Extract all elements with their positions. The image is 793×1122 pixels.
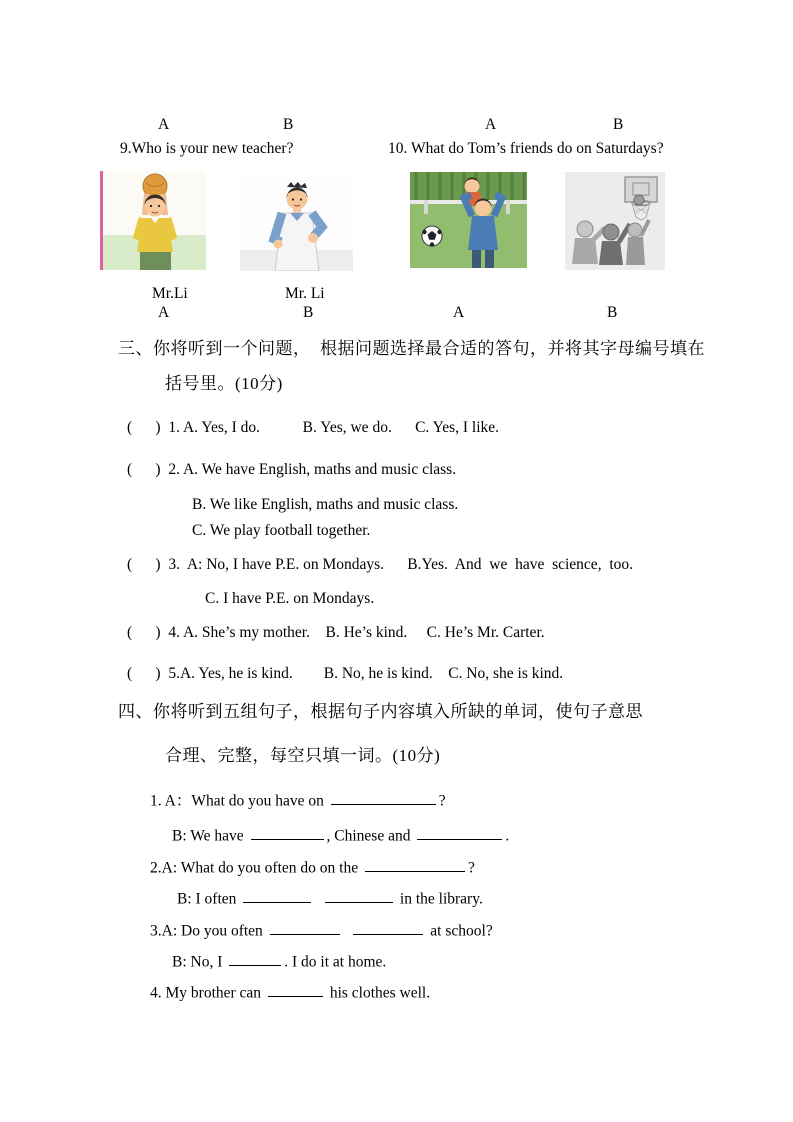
- s4-item-2b: [177, 887, 483, 909]
- s4-item-2b-mid: [314, 890, 322, 907]
- section3-heading-line2: 括号里。(10分): [165, 374, 283, 393]
- option-letter: A: [158, 304, 170, 321]
- s3-item-2: ( ) 2. A. We have English, maths and music class.: [127, 461, 457, 478]
- answer-blank: [417, 824, 502, 840]
- caption-mr-li-b: Mr. Li: [285, 285, 325, 302]
- s4-item-1a-tail: ?: [438, 792, 446, 810]
- s3-item-5: ( ) 5.A. Yes, he is kind. B. No, he is kind. C. No, she is kind.: [127, 665, 564, 682]
- s4-item-2a: [150, 856, 475, 878]
- s4-item-3a-text: 3.A: Do you often: [150, 922, 267, 940]
- s4-item-1b: [172, 824, 509, 846]
- s4-item-3a-mid: [343, 922, 351, 939]
- question-10: 10. What do Tom’s friends do on Saturdays?: [388, 140, 664, 157]
- answer-blank: [268, 981, 323, 997]
- s4-item-3b-text: B: No, I: [172, 953, 227, 971]
- answer-blank: [325, 887, 393, 903]
- answer-blank: [243, 887, 311, 903]
- s4-item-2b-tail: in the library.: [396, 890, 483, 908]
- option-letter: B: [607, 304, 618, 321]
- section4-heading-line1: 四、你将听到五组句子，根据句子内容填入所缺的单词，使句子意思: [118, 702, 643, 721]
- s4-item-2a-text: 2.A: What do you often do on the: [150, 859, 362, 877]
- s4-item-3b: [172, 950, 386, 972]
- s3-item-2c: C. We play football together.: [192, 522, 371, 539]
- illustration-man-holding-ball: [100, 171, 206, 270]
- answer-blank: [353, 919, 423, 935]
- s4-item-4-tail: his clothes well.: [325, 984, 431, 1002]
- s4-item-3a-tail: at school?: [426, 922, 493, 940]
- s4-item-1a: [150, 789, 446, 811]
- answer-blank: [365, 856, 465, 872]
- option-letter: B: [303, 304, 314, 321]
- s4-item-1b-mid: , Chinese and: [326, 827, 415, 845]
- answer-blank: [251, 824, 324, 840]
- s4-item-2b-text: B: I often: [177, 890, 241, 908]
- option-letter: B: [283, 116, 294, 133]
- caption-mr-li-a: Mr.Li: [152, 285, 188, 302]
- s4-item-1a-text: 1. A：What do you have on: [150, 792, 328, 810]
- section3-heading-line1: 三、你将听到一个问题， 根据问题选择最合适的答句，并将其字母编号填在: [118, 339, 705, 358]
- illustration-kids-basketball: [565, 172, 665, 270]
- s4-item-3b-tail: . I do it at home.: [284, 953, 387, 971]
- s3-item-4: ( ) 4. A. She’s my mother. B. He’s kind. C. He’s Mr. Carter.: [127, 624, 545, 641]
- option-letter: A: [158, 116, 170, 133]
- s3-item-2b: B. We like English, maths and music class.: [192, 496, 459, 513]
- section4-heading-line2: 合理、完整，每空只填一词。(10分): [165, 746, 441, 765]
- s3-item-1: ( ) 1. A. Yes, I do. B. Yes, we do. C. Yes, I like.: [127, 419, 500, 436]
- s4-item-4: [150, 981, 430, 1003]
- s4-item-3a: [150, 919, 493, 941]
- question-9: 9.Who is your new teacher?: [120, 140, 294, 157]
- s4-item-1b-tail: .: [505, 827, 510, 845]
- s3-item-3: ( ) 3. A: No, I have P.E. on Mondays. B.Yes. And we have science, too.: [127, 556, 633, 573]
- s4-item-4-text: 4. My brother can: [150, 984, 265, 1002]
- s4-item-2a-tail: ?: [467, 859, 475, 877]
- s4-item-1b-text: B: We have: [172, 827, 248, 845]
- s3-item-3c: C. I have P.E. on Mondays.: [205, 590, 375, 607]
- answer-blank: [270, 919, 340, 935]
- answer-blank: [331, 789, 436, 805]
- option-letter: A: [453, 304, 465, 321]
- option-letter: B: [613, 116, 624, 133]
- option-letter: A: [485, 116, 497, 133]
- answer-blank: [229, 950, 281, 966]
- illustration-father-child-football: [410, 172, 527, 268]
- illustration-man-pointing: [240, 178, 353, 271]
